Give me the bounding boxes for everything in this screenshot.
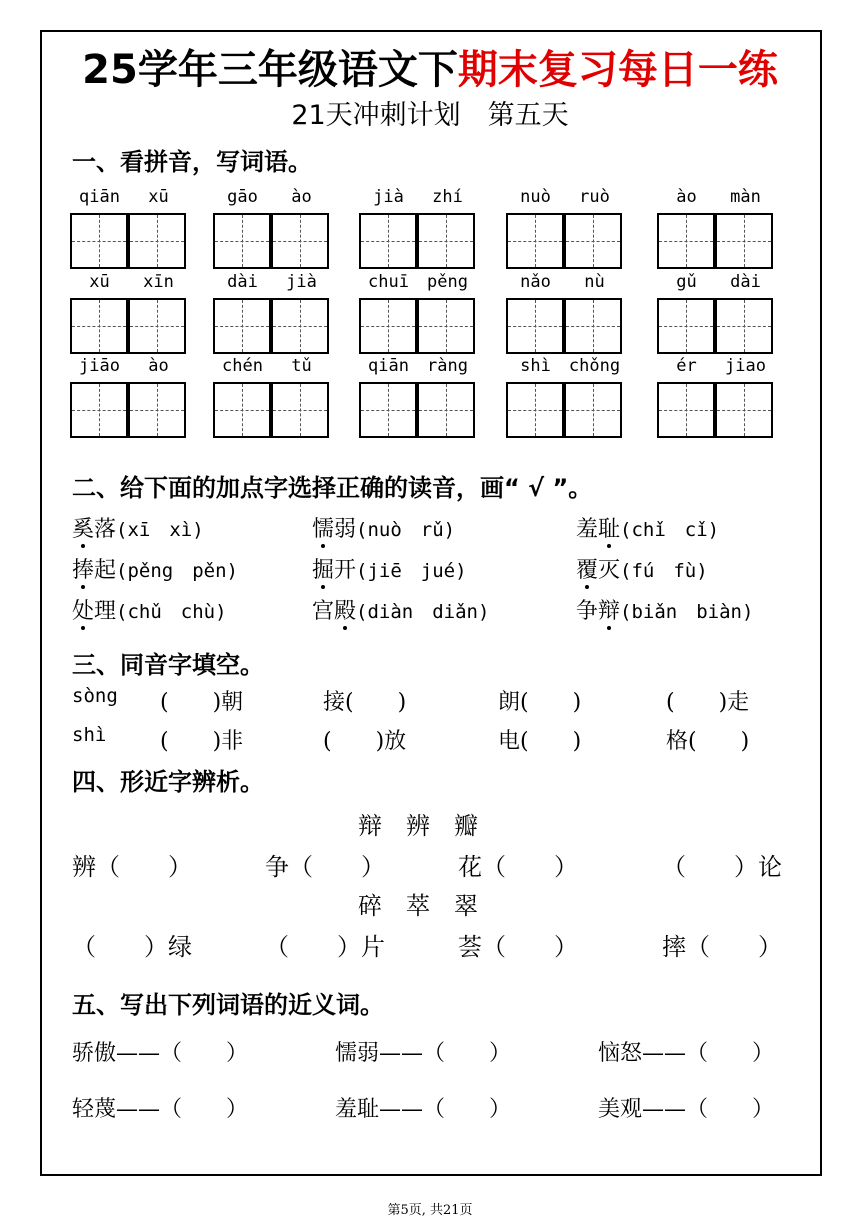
writing-box[interactable] xyxy=(128,213,186,269)
pinyin-group xyxy=(506,187,624,273)
writing-box[interactable] xyxy=(271,213,329,269)
pinyin-label xyxy=(359,187,477,211)
pinyin-label xyxy=(213,272,331,296)
writing-box[interactable] xyxy=(564,298,622,354)
pinyin-group xyxy=(213,272,331,358)
dotted-char: 覆 xyxy=(576,553,598,584)
pinyin-label xyxy=(359,272,477,296)
char-set-2: 碎 萃 翠 xyxy=(358,892,478,920)
dotted-char: 捧 xyxy=(72,553,94,584)
pinyin-label xyxy=(506,187,624,211)
writing-box[interactable] xyxy=(271,382,329,438)
pinyin-syllable: ér xyxy=(676,356,697,376)
pinyin-syllable: pěng xyxy=(427,272,468,292)
writing-box[interactable] xyxy=(213,382,271,438)
fill-blank[interactable]: 荟（ ） xyxy=(458,933,578,961)
pinyin-options: (nuò rǔ) xyxy=(356,519,456,541)
pinyin-group xyxy=(359,187,477,273)
writing-box[interactable] xyxy=(213,213,271,269)
reading-choice-item[interactable] xyxy=(576,594,753,625)
word-char: 开 xyxy=(334,558,357,583)
pinyin-syllable: xū xyxy=(148,187,169,207)
pinyin-options: (biǎn biàn) xyxy=(620,601,754,623)
fill-blank[interactable]: 朗( ) xyxy=(498,690,582,715)
word-char: 起 xyxy=(94,558,117,583)
word-char: 落 xyxy=(94,517,117,542)
word-char: 灭 xyxy=(598,558,621,583)
pinyin-syllable: màn xyxy=(730,187,761,207)
pinyin-syllable: jiao xyxy=(725,356,766,376)
pinyin-label xyxy=(657,272,775,296)
writing-box[interactable] xyxy=(564,382,622,438)
dotted-char: 处 xyxy=(72,594,94,625)
pinyin-options: (xī xì) xyxy=(116,519,204,541)
writing-box[interactable] xyxy=(359,298,417,354)
writing-box[interactable] xyxy=(213,298,271,354)
pinyin-group xyxy=(657,187,775,273)
writing-box[interactable] xyxy=(70,213,128,269)
section3-heading: 三、同音字填空。 xyxy=(72,651,264,679)
pinyin-label xyxy=(70,272,188,296)
pinyin-syllable: ào xyxy=(291,187,312,207)
page-subtitle: 21天冲刺计划 第五天 xyxy=(291,100,569,131)
writing-box[interactable] xyxy=(564,213,622,269)
writing-box[interactable] xyxy=(417,382,475,438)
pinyin-options: (diàn diǎn) xyxy=(356,601,490,623)
pinyin-label xyxy=(70,356,188,380)
pinyin-syllable: tǔ xyxy=(291,356,312,376)
pinyin-group xyxy=(70,356,188,442)
synonym-item[interactable]: 轻蔑——（ ） xyxy=(72,1097,249,1122)
synonym-item[interactable]: 骄傲——（ ） xyxy=(72,1041,249,1066)
fill-blank[interactable]: （ ）片 xyxy=(265,933,385,961)
writing-box[interactable] xyxy=(715,298,773,354)
pinyin-syllable: nuò xyxy=(520,187,551,207)
writing-box[interactable] xyxy=(271,298,329,354)
section5-heading: 五、写出下列词语的近义词。 xyxy=(72,991,384,1019)
reading-choice-item[interactable] xyxy=(72,553,238,584)
pinyin-syllable: nù xyxy=(584,272,605,292)
word-char: 弱 xyxy=(334,517,357,542)
writing-box[interactable] xyxy=(715,213,773,269)
fill-blank[interactable]: ( )非 xyxy=(160,729,244,754)
pinyin-options: (chǐ cǐ) xyxy=(620,519,720,541)
pinyin-syllable: ào xyxy=(676,187,697,207)
writing-box[interactable] xyxy=(506,382,564,438)
pinyin-label xyxy=(213,356,331,380)
dotted-char: 辩 xyxy=(598,594,620,625)
writing-box[interactable] xyxy=(715,382,773,438)
word-char: 争 xyxy=(576,599,599,624)
writing-box[interactable] xyxy=(417,213,475,269)
pinyin-label xyxy=(657,187,775,211)
fill-blank[interactable]: 接( ) xyxy=(323,690,407,715)
pinyin-syllable: zhí xyxy=(432,187,463,207)
char-set-1: 辩 辨 瓣 xyxy=(358,812,478,840)
pinyin-options: (chǔ chù) xyxy=(116,601,227,623)
pinyin-group xyxy=(506,272,624,358)
writing-box[interactable] xyxy=(359,382,417,438)
dotted-char: 殿 xyxy=(334,594,356,625)
pinyin-group xyxy=(70,187,188,273)
pinyin-label xyxy=(70,187,188,211)
pinyin-syllable: jiāo xyxy=(79,356,120,376)
pinyin-syllable: dài xyxy=(730,272,761,292)
section4-heading: 四、形近字辨析。 xyxy=(72,768,264,796)
writing-box[interactable] xyxy=(70,298,128,354)
writing-box[interactable] xyxy=(506,298,564,354)
pinyin-syllable: gǔ xyxy=(676,272,697,292)
pinyin-group xyxy=(359,272,477,358)
pinyin-options: (fú fù) xyxy=(620,560,708,582)
fill-blank[interactable]: 摔（ ） xyxy=(662,933,782,961)
pinyin-syllable: dài xyxy=(227,272,258,292)
fill-blank[interactable]: 花（ ） xyxy=(458,853,578,881)
fill-blank[interactable]: （ ）论 xyxy=(662,853,782,881)
fill-blank[interactable]: 辨（ ） xyxy=(72,853,192,881)
pinyin-group xyxy=(213,187,331,273)
pinyin-syllable: xū xyxy=(89,272,110,292)
fill-blank[interactable]: 争（ ） xyxy=(265,853,385,881)
pinyin-syllable: xīn xyxy=(143,272,174,292)
pinyin-label xyxy=(506,356,624,380)
pinyin-syllable: ruò xyxy=(579,187,610,207)
writing-box[interactable] xyxy=(657,298,715,354)
fill-blank[interactable]: ( )放 xyxy=(323,729,407,754)
fill-blank[interactable]: ( )走 xyxy=(666,690,750,715)
reading-choice-item[interactable] xyxy=(312,512,455,543)
pinyin-syllable: jià xyxy=(286,272,317,292)
fill-blank[interactable]: ( )朝 xyxy=(160,690,244,715)
pinyin-syllable: ràng xyxy=(427,356,468,376)
pinyin-syllable: chén xyxy=(222,356,263,376)
pinyin-label xyxy=(657,356,775,380)
pinyin-syllable: shì xyxy=(520,356,551,376)
writing-box[interactable] xyxy=(359,213,417,269)
pinyin-syllable: qiān xyxy=(79,187,120,207)
reading-choice-item[interactable] xyxy=(576,512,719,543)
pinyin-label xyxy=(359,356,477,380)
fill-blank[interactable]: （ ）绿 xyxy=(72,933,192,961)
homophone-pinyin: shì xyxy=(72,724,107,746)
pinyin-syllable: chuī xyxy=(368,272,409,292)
section2-heading: 二、给下面的加点字选择正确的读音，画“ √ ”。 xyxy=(72,474,593,502)
dotted-char: 懦 xyxy=(312,512,334,543)
pinyin-syllable: chǒng xyxy=(568,356,621,376)
synonym-item[interactable]: 美观——（ ） xyxy=(598,1097,775,1122)
pinyin-label xyxy=(213,187,331,211)
pinyin-group xyxy=(70,272,188,358)
synonym-item[interactable]: 恼怒——（ ） xyxy=(598,1041,775,1066)
pinyin-group xyxy=(359,356,477,442)
pinyin-syllable: qiān xyxy=(368,356,409,376)
page-footer: 第5页, 共21页 xyxy=(387,1203,473,1218)
reading-choice-item[interactable] xyxy=(72,512,204,543)
fill-blank[interactable]: 电( ) xyxy=(498,729,582,754)
reading-choice-item[interactable] xyxy=(312,553,467,584)
pinyin-syllable: ào xyxy=(148,356,169,376)
pinyin-group xyxy=(506,356,624,442)
pinyin-options: (jiē jué) xyxy=(356,560,467,582)
page-title xyxy=(0,38,860,95)
synonym-item[interactable]: 羞耻——（ ） xyxy=(335,1097,512,1122)
writing-box[interactable] xyxy=(657,213,715,269)
word-char: 理 xyxy=(94,599,117,624)
writing-box[interactable] xyxy=(128,298,186,354)
reading-choice-item[interactable] xyxy=(72,594,227,625)
pinyin-group xyxy=(657,356,775,442)
reading-choice-item[interactable] xyxy=(576,553,708,584)
pinyin-options: (pěng pěn) xyxy=(116,560,238,582)
dotted-char: 奚 xyxy=(72,512,94,543)
pinyin-group xyxy=(213,356,331,442)
writing-box[interactable] xyxy=(70,382,128,438)
pinyin-syllable: gāo xyxy=(227,187,258,207)
writing-box[interactable] xyxy=(417,298,475,354)
section1-heading: 一、看拼音，写词语。 xyxy=(72,148,312,176)
pinyin-syllable: jià xyxy=(373,187,404,207)
fill-blank[interactable]: 格( ) xyxy=(666,729,750,754)
pinyin-group xyxy=(657,272,775,358)
dotted-char: 掘 xyxy=(312,553,334,584)
homophone-pinyin: sòng xyxy=(72,685,118,707)
writing-box[interactable] xyxy=(506,213,564,269)
synonym-item[interactable]: 懦弱——（ ） xyxy=(335,1041,512,1066)
title-red: 期末复习每日一练 xyxy=(457,47,778,93)
pinyin-syllable: nǎo xyxy=(520,272,551,292)
reading-choice-item[interactable] xyxy=(312,594,489,625)
title-black: 25学年三年级语文下 xyxy=(82,47,458,93)
dotted-char: 耻 xyxy=(598,512,620,543)
writing-box[interactable] xyxy=(128,382,186,438)
pinyin-label xyxy=(506,272,624,296)
writing-box[interactable] xyxy=(657,382,715,438)
word-char: 宫 xyxy=(312,599,335,624)
word-char: 羞 xyxy=(576,517,599,542)
